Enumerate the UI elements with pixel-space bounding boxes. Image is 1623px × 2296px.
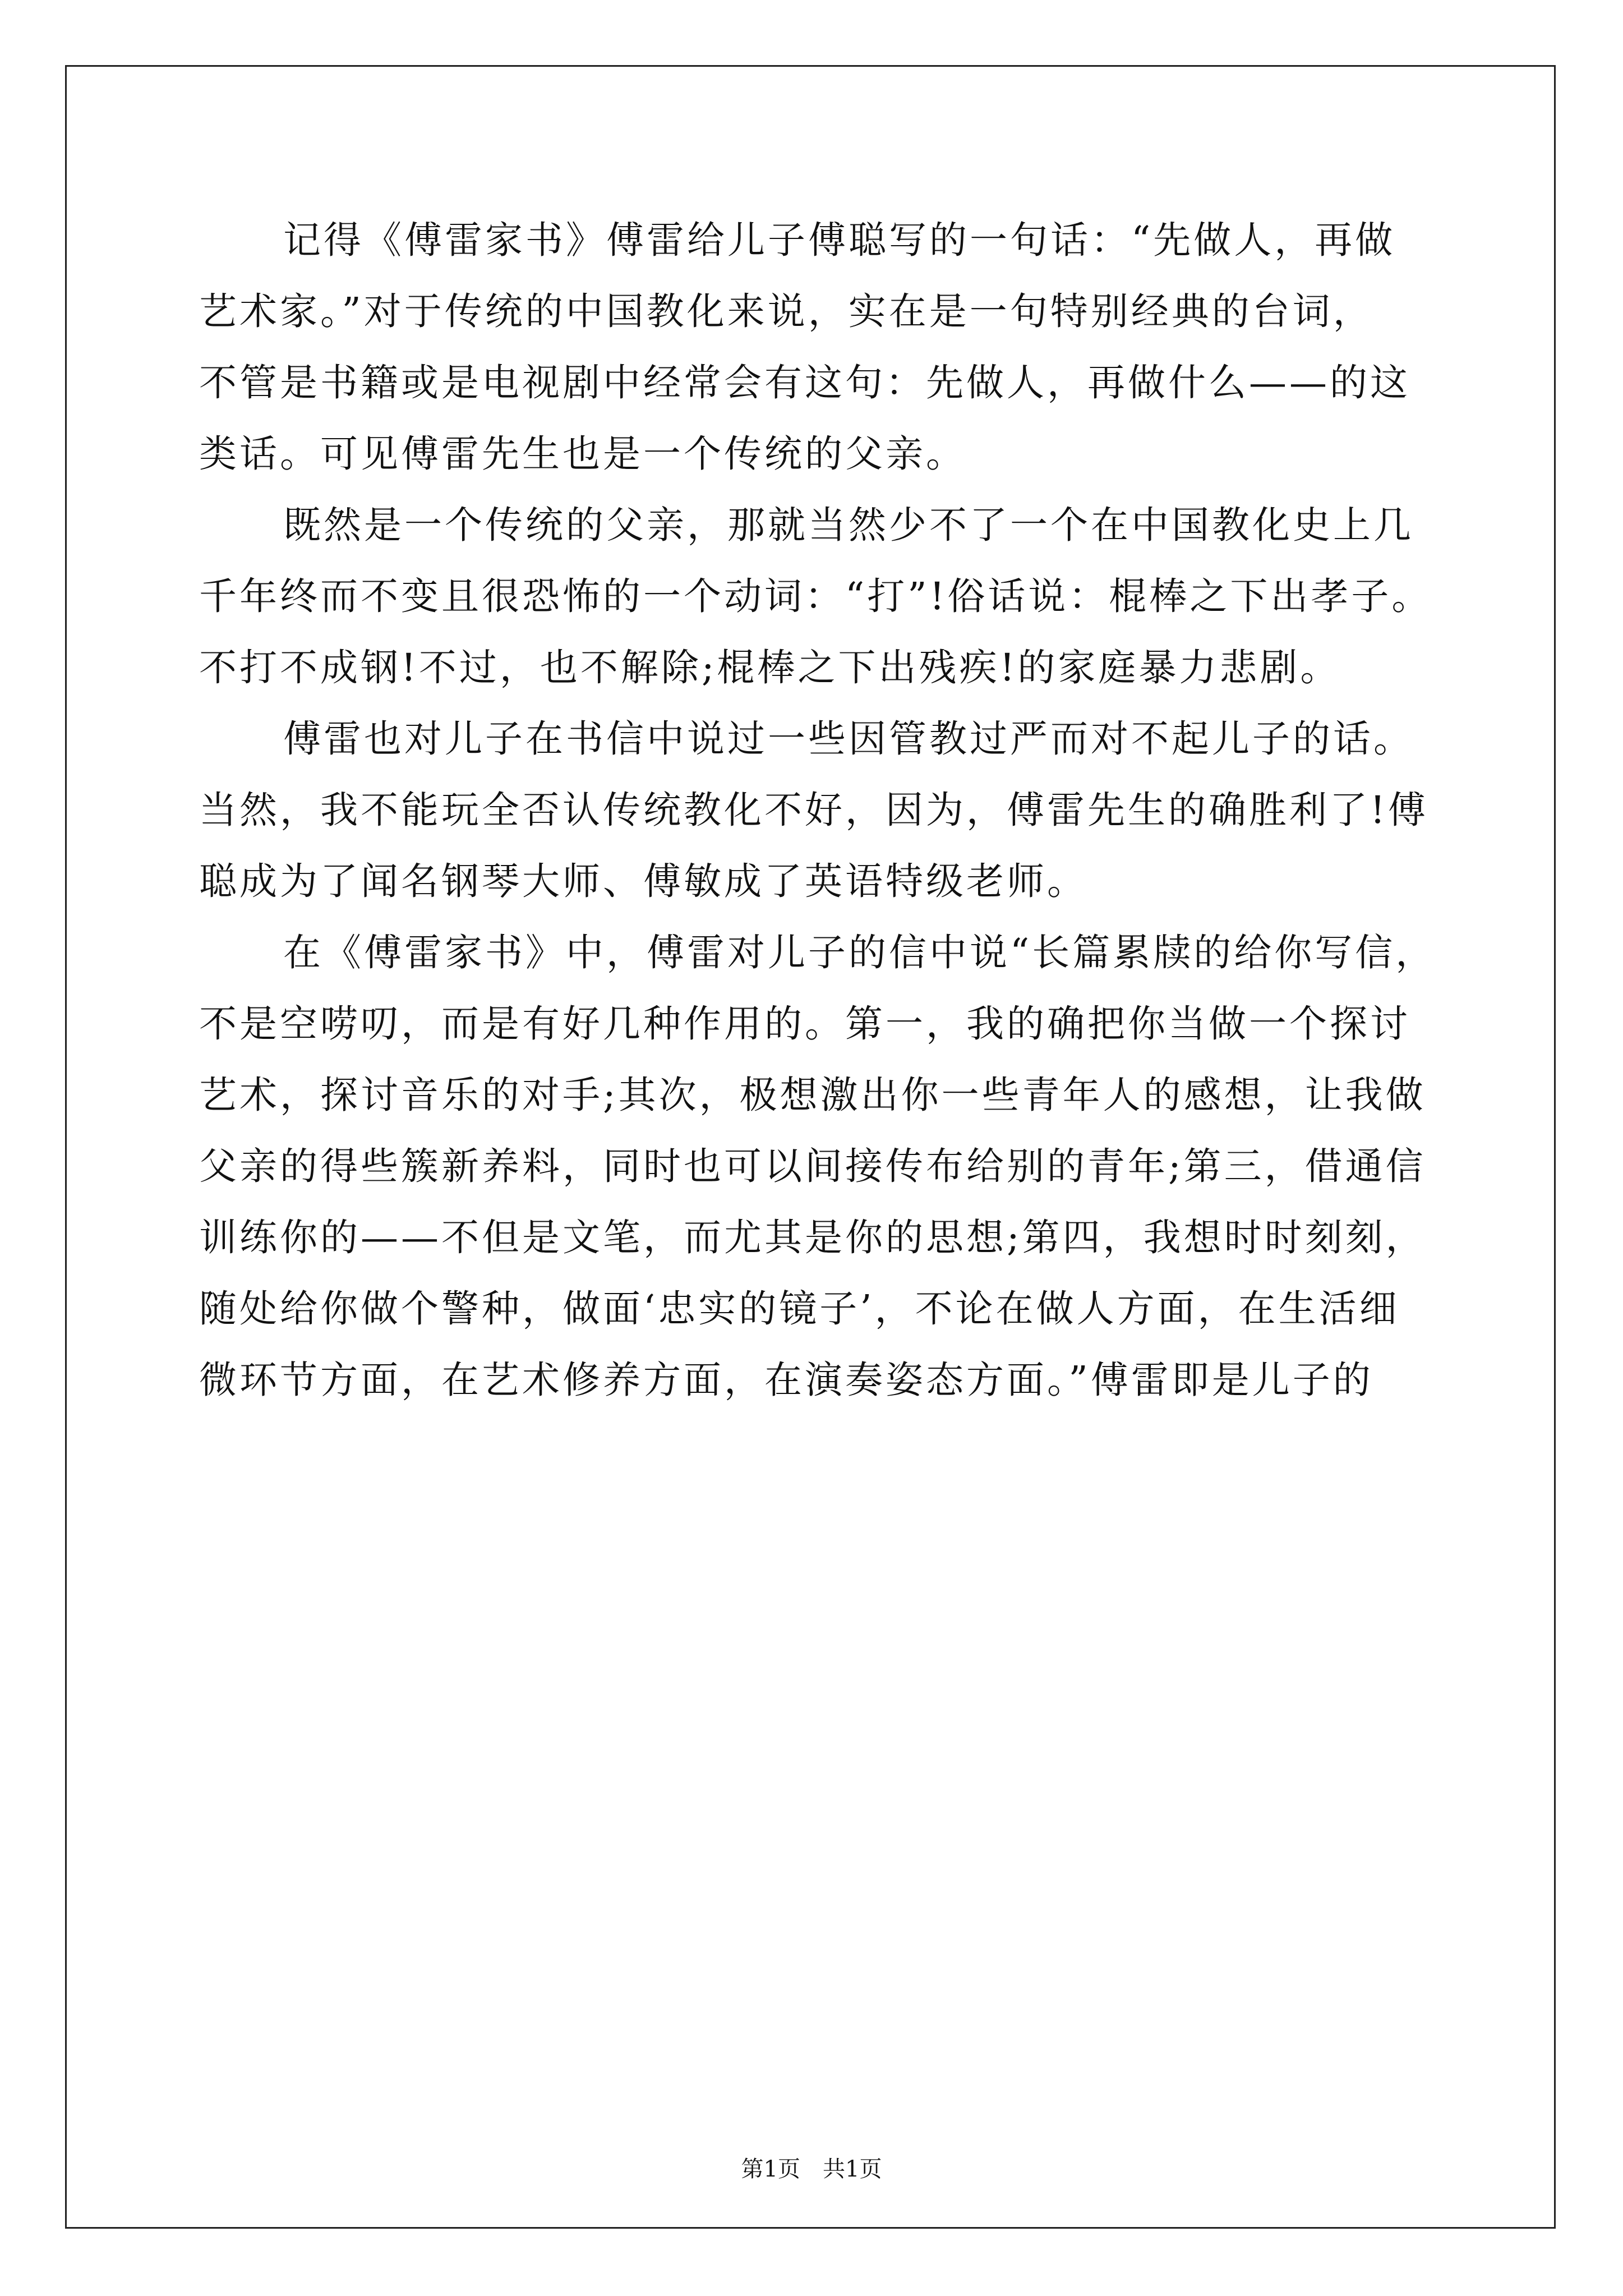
- text-line: 千年终而不变且很恐怖的一个动词：“打”!俗话说：棍棒之下出孝子。: [199, 574, 1432, 618]
- text-line: 不管是书籍或是电视剧中经常会有这句：先做人，再做什么——的这: [199, 361, 1410, 404]
- text-line: 记得《傅雷家书》傅雷给儿子傅聪写的一句话：“先做人，再做: [283, 218, 1396, 262]
- text-line: 既然是一个传统的父亲，那就当然少不了一个在中国教化史上几: [283, 503, 1414, 547]
- text-line: 当然，我不能玩全否认传统教化不好，因为，傅雷先生的确胜利了!傅: [199, 788, 1428, 832]
- page-footer: 第1页 共1页: [741, 2156, 882, 2182]
- text-line: 聪成为了闻名钢琴大师、傅敏成了英语特级老师。: [199, 859, 1087, 903]
- text-line: 随处给你做个警种，做面‘忠实的镜子’，不论在做人方面，在生活细: [199, 1287, 1400, 1331]
- text-line: 训练你的——不但是文笔，而尤其是你的思想;第四，我想时时刻刻，: [199, 1216, 1426, 1259]
- text-line: 艺术，探讨音乐的对手;其次，极想激出你一些青年人的感想，让我做: [199, 1073, 1426, 1117]
- text-line: 艺术家。”对于传统的中国教化来说，实在是一句特别经典的台词，: [199, 289, 1373, 333]
- text-line: 在《傅雷家书》中，傅雷对儿子的信中说“长篇累牍的给你写信，: [283, 931, 1436, 974]
- text-line: 微环节方面，在艺术修养方面，在演奏姿态方面。”傅雷即是儿子的: [199, 1358, 1373, 1402]
- text-line: 不打不成钢!不过，也不解除;棍棒之下出残疾!的家庭暴力悲剧。: [199, 646, 1341, 689]
- text-line: 不是空唠叨，而是有好几种作用的。第一，我的确把你当做一个探讨: [199, 1002, 1410, 1046]
- text-line: 类话。可见傅雷先生也是一个传统的父亲。: [199, 432, 966, 476]
- text-line: 父亲的得些簇新养料，同时也可以间接传布给别的青年;第三，借通信: [199, 1144, 1426, 1188]
- text-line: 傅雷也对儿子在书信中说过一些因管教过严而对不起儿子的话。: [283, 717, 1414, 761]
